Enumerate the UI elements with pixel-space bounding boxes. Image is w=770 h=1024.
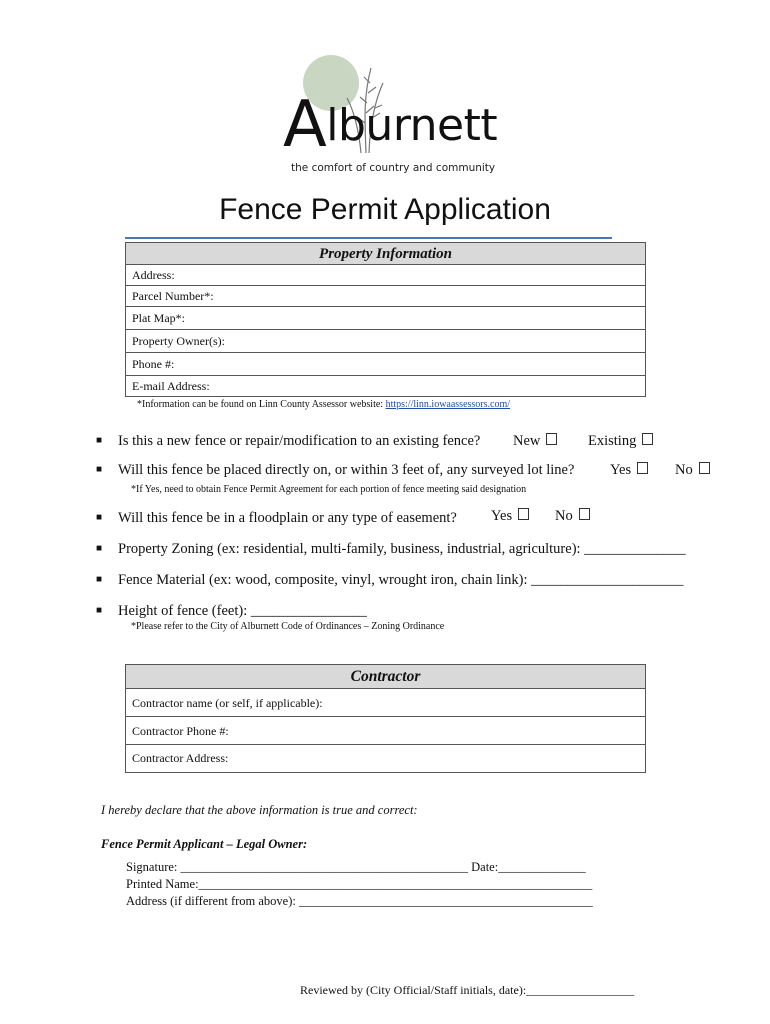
bullet-icon: ■ xyxy=(96,464,103,475)
reviewed-by-line[interactable]: Reviewed by (City Official/Staff initials, date):__________________ xyxy=(300,983,635,997)
bullet-icon: ■ xyxy=(96,435,103,446)
contractor-table xyxy=(125,664,646,773)
checkbox-lot-line-no[interactable] xyxy=(699,462,710,474)
contractor-name-field[interactable]: Contractor name (or self, if applicable): xyxy=(126,689,645,717)
question-property-zoning[interactable]: ■ Property Zoning (ex: residential, multi-family, business, industrial, agriculture): ______________ xyxy=(96,541,686,557)
printed-name-line[interactable]: Printed Name:_______________________________________________________________ xyxy=(126,877,593,891)
email-field[interactable]: E-mail Address: xyxy=(132,379,210,393)
contractor-phone-field[interactable]: Contractor Phone #: xyxy=(126,717,645,745)
property-information-table xyxy=(125,242,646,397)
title-underline xyxy=(125,237,612,239)
applicant-label: Fence Permit Applicant – Legal Owner: xyxy=(101,837,308,851)
zoning-ordinance-note: *Please refer to the City of Alburnett Code of Ordinances – Zoning Ordinance xyxy=(131,621,445,632)
question-new-or-existing: ■ Is this a new fence or repair/modification to an existing fence? xyxy=(96,433,481,449)
declaration-text: I hereby declare that the above information is true and correct: xyxy=(101,803,418,817)
question-fence-height[interactable]: ■ Height of fence (feet): ________________ xyxy=(96,603,367,619)
assessor-link[interactable]: https://linn.iowaassessors.com/ xyxy=(385,399,511,410)
option-lot-line-no[interactable]: No xyxy=(675,462,710,479)
checkbox-lot-line-yes[interactable] xyxy=(637,462,648,474)
option-floodplain-yes[interactable]: Yes xyxy=(491,508,529,525)
bullet-icon: ■ xyxy=(96,574,103,585)
lot-line-note: *If Yes, need to obtain Fence Permit Agreement for each portion of fence meeting said designation xyxy=(131,484,527,495)
applicant-address-line[interactable]: Address (if different from above): _______________________________________________ xyxy=(126,894,593,908)
logo-wordmark: Alburnett xyxy=(283,88,498,162)
property-owner-field[interactable]: Property Owner(s): xyxy=(126,330,645,353)
question-lot-line: ■ Will this fence be placed directly on, or within 3 feet of, any surveyed lot line? xyxy=(96,462,575,478)
checkbox-existing[interactable] xyxy=(642,433,653,445)
logo-tagline: the comfort of country and community xyxy=(291,162,496,174)
property-table-header: Property Information xyxy=(126,243,645,265)
page-title: Fence Permit Application xyxy=(219,193,551,226)
question-floodplain: ■ Will this fence be in a floodplain or any type of easement? xyxy=(96,510,457,526)
checkbox-floodplain-yes[interactable] xyxy=(518,508,529,520)
bullet-icon: ■ xyxy=(96,512,103,523)
plat-map-field[interactable]: Plat Map*: xyxy=(126,307,645,330)
phone-field[interactable]: Phone #: xyxy=(126,353,645,376)
bullet-icon: ■ xyxy=(96,543,103,554)
address-field[interactable]: Address: xyxy=(126,265,645,286)
assessor-note-text: *Information can be found on Linn County Assessor website: xyxy=(137,399,386,410)
parcel-number-field[interactable]: Parcel Number*: xyxy=(126,286,645,307)
signature-date-line[interactable]: Signature: ______________________________________________ Date:______________ xyxy=(126,860,586,874)
option-new[interactable]: New xyxy=(513,433,557,450)
checkbox-new[interactable] xyxy=(546,433,557,445)
option-existing[interactable]: Existing xyxy=(588,433,653,450)
bullet-icon: ■ xyxy=(96,605,103,616)
checkbox-floodplain-no[interactable] xyxy=(579,508,590,520)
option-floodplain-no[interactable]: No xyxy=(555,508,590,525)
city-logo xyxy=(283,55,498,177)
assessor-note xyxy=(137,399,510,410)
question-fence-material[interactable]: ■ Fence Material (ex: wood, composite, vinyl, wrought iron, chain link): _____________________ xyxy=(96,572,684,588)
contractor-table-header: Contractor xyxy=(126,665,645,689)
contractor-address-field[interactable]: Contractor Address: xyxy=(132,751,229,765)
option-lot-line-yes[interactable]: Yes xyxy=(610,462,648,479)
